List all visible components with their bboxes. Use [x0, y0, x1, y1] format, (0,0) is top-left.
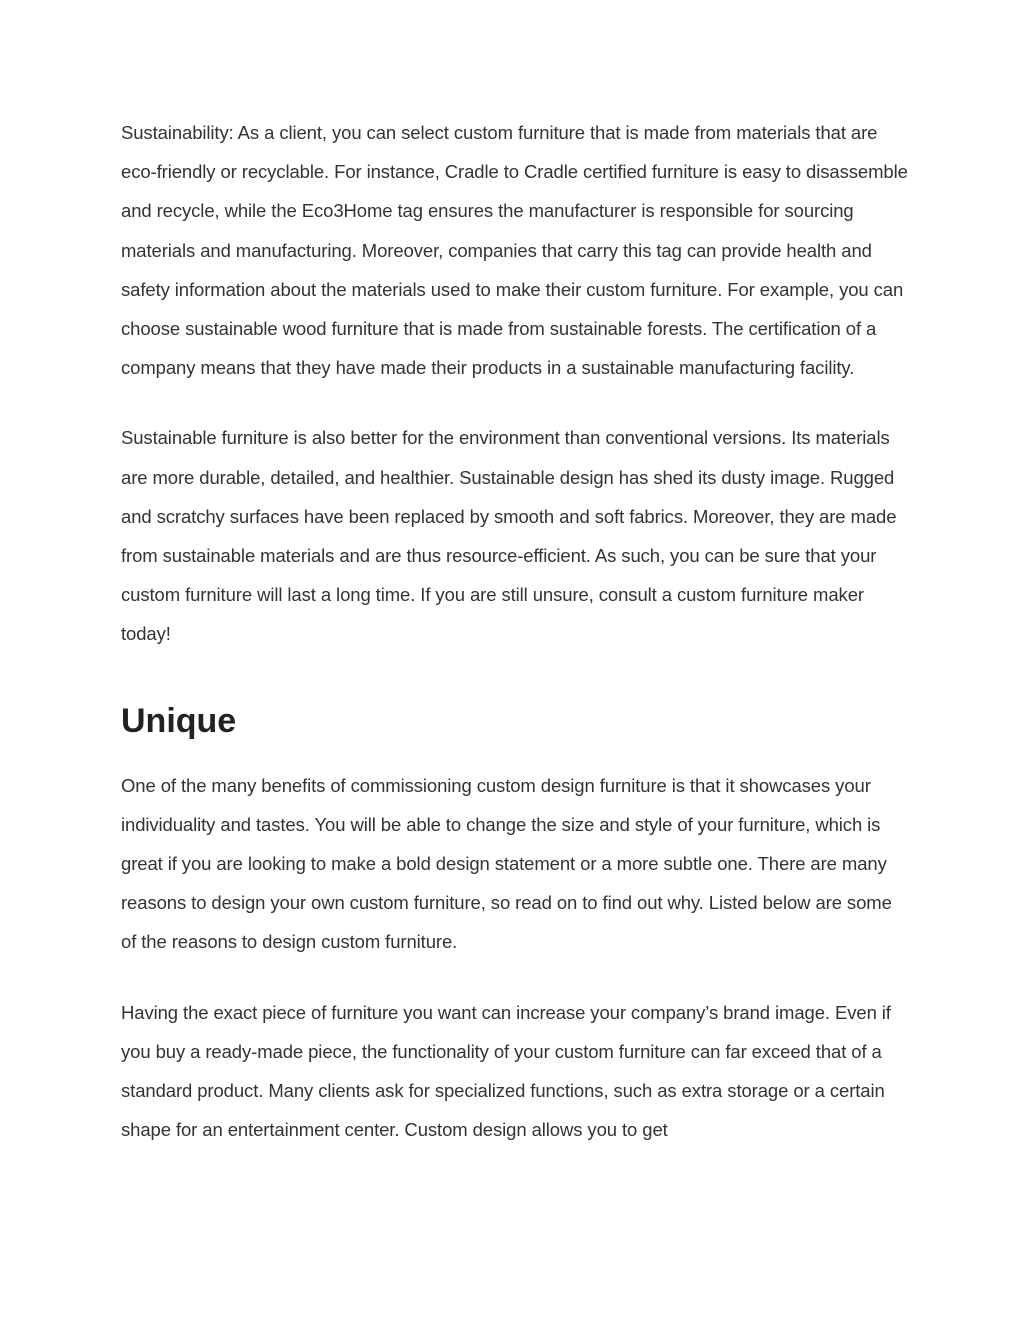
paragraph-brand-image: Having the exact piece of furniture you want can increase your company’s brand image. Even if you buy a ready-made piece, the functionality of your custom furniture can far exceed that of a standard product. Many clients ask for specialized functions, such as extra storage or a certain shape for an entertainment center. Custom design allows you to get [121, 1001, 891, 1141]
paragraph-unique-benefits: One of the many benefits of commissioning custom design furniture is that it showcases your individuality and tastes. You will be able to change the size and style of your furniture, which is great if you are looking to make a bold design statement or a more subtle one. There are many reasons to design your own custom furniture, so read on to find out why. Listed below are some of the reasons to design custom furniture. [121, 774, 892, 953]
paragraph-sustainability: Sustainability: As a client, you can select custom furniture that is made from materials that are eco-friendly or recyclable. For instance, Cradle to Cradle certified furniture is easy to disassemble and recycle, while the Eco3Home tag ensures the manufacturer is responsible for sourcing materials and manufacturing. Moreover, companies that carry this tag can provide health and safety information about the materials used to make their custom furniture. For example, you can choose sustainable wood furniture that is made from sustainable forests. The certification of a company means that they have made their products in a sustainable manufacturing facility. [121, 122, 908, 379]
document-page [121, 113, 911, 1149]
paragraph-sustainable-furniture: Sustainable furniture is also better for the environment than conventional versions. Its materials are more durable, detailed, and healthier. Sustainable design has shed its dusty image. Rugged and scratchy surfaces have been replaced by smooth and soft fabrics. Moreover, they are made from sustainable materials and are thus resource-efficient. As such, you can be sure that your custom furniture will last a long time. If you are still unsure, consult a custom furniture maker today! [121, 427, 897, 645]
section-heading-unique: Unique [121, 701, 237, 740]
